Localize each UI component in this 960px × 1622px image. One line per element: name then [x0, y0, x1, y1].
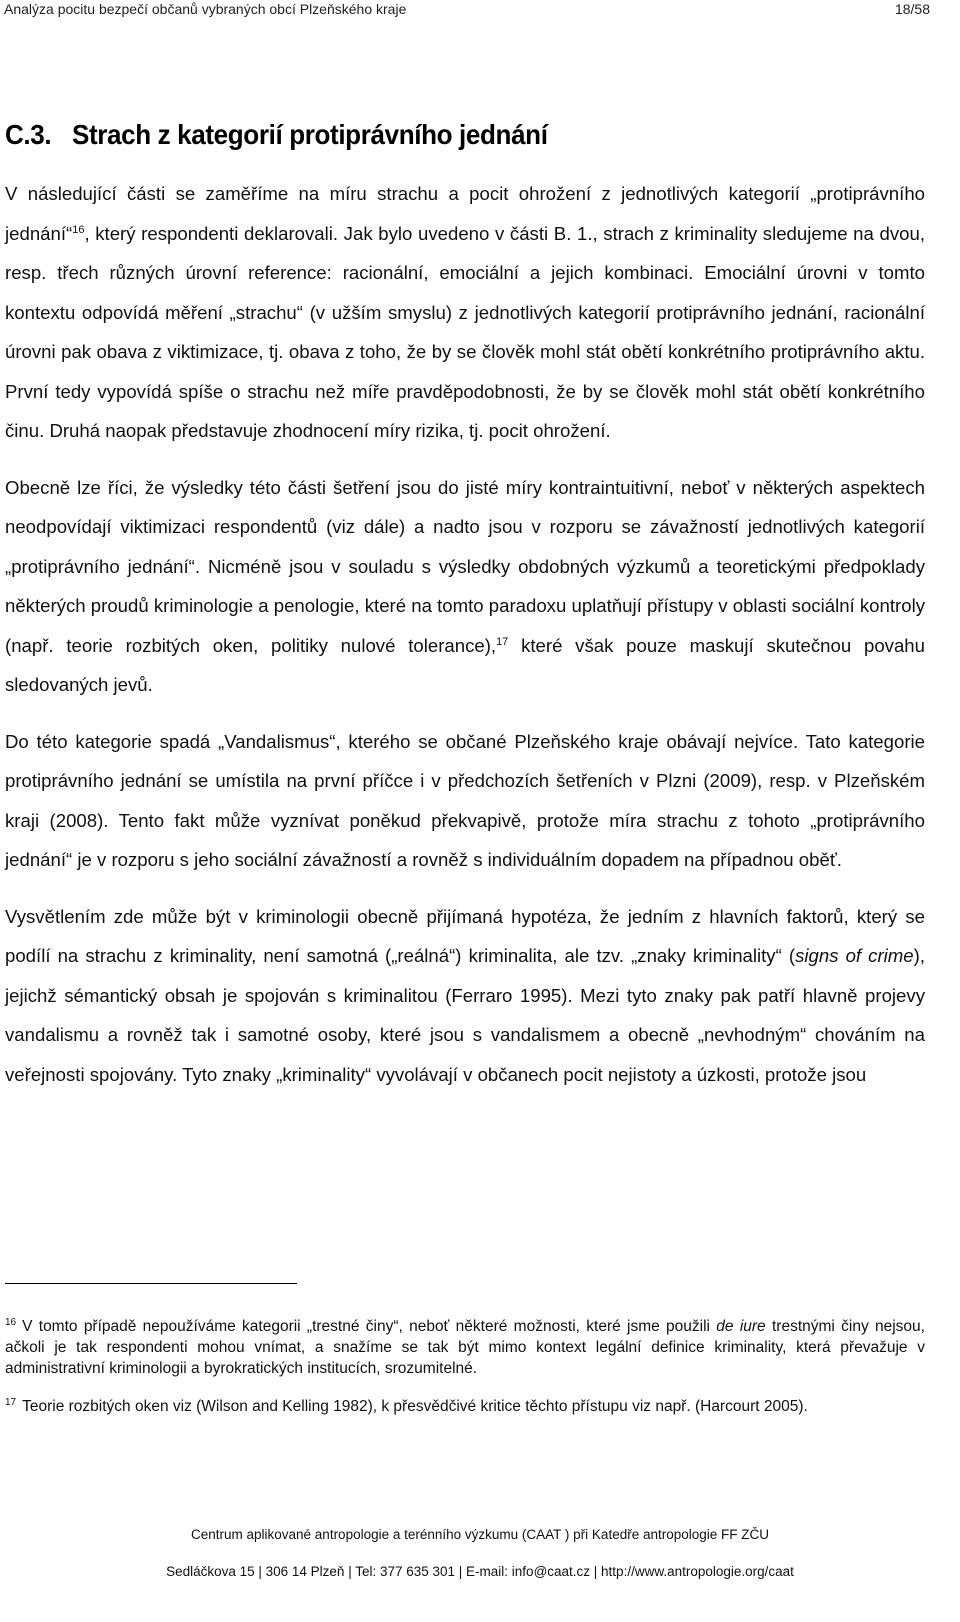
footnote-number: 17: [5, 1397, 17, 1408]
footer-contact: Sedláčkova 15 | 306 14 Plzeň | Tel: 377 635 301 | E-mail: info@caat.cz | http://www.antropologie.org/caat: [166, 1564, 794, 1579]
paragraph-text: Obecně lze říci, že výsledky této části šetření jsou do jisté míry kontraintuitivní, neboť v některých aspektech neodpovídají viktimizaci respondentů (viz dále) a nadto jsou v rozporu se závažností jednotlivých kategorií „protiprávního jednání“. Nicméně jsou v souladu s výsledky obdobných výzkumů a teoretickými předpoklady některých proudů kriminologie a penologie, které na tomto paradoxu uplatňují přístupy v oblasti sociální kontroly (např. teorie rozbitých oken, politiky nulové tolerance),: [5, 476, 925, 656]
body-text: [5, 174, 925, 1111]
section-title: Strach z kategorií protiprávního jednání: [71, 119, 548, 150]
paragraph-text: Vysvětlením zde může být v kriminologii obecně přijímaná hypotéza, že jedním z hlavních faktorů, který se podílí na strachu z kriminality, není samotná („reálná“) kriminalita, ale tzv. „znaky kriminality“ (: [5, 905, 925, 966]
footer-institution: Centrum aplikované antropologie a terénního výzkumu (CAAT ) při Katedře antropologie FF ZČU: [190, 1527, 770, 1542]
emphasis-text: signs of crime: [795, 945, 914, 966]
document-title: Analýza pocitu bezpečí občanů vybraných obcí Plzeňského kraje: [4, 1, 407, 17]
paragraph: [5, 468, 925, 705]
footnote: [5, 1396, 925, 1417]
section-heading: [5, 118, 548, 152]
footnote-number: 16: [5, 1317, 17, 1328]
paragraph: [5, 174, 925, 451]
paragraph: [5, 897, 925, 1095]
footnote-text: trestnými činy nejsou, ačkoli je tak respondenti mohou vnímat, a snažíme se tak být mimo kontext legální definice kriminality, která převažuje v administrativní kriminologii a byrokratických institucích, srozumitelné.: [5, 1318, 925, 1377]
running-header: [4, 0, 930, 22]
page-number: 18/58: [894, 1, 930, 17]
paragraph: Do této kategorie spadá „Vandalismus“, kterého se občané Plzeňského kraje obávají nejvíce. Tato kategorie protiprávního jednání se umístila na první příčce i v předchozích šetřeních v Plzni (2009), resp. v Plzeňském kraji (2008). Tento fakt může vyznívat poněkud překvapivě, protože míra strachu z tohoto „protiprávního jednání“ je v rozporu s jeho sociální závažností a rovněž s individuálním dopadem na případnou oběť.: [5, 730, 925, 870]
footnote-ref: 16: [72, 223, 85, 236]
paragraph-text: V následující části se zaměříme na míru strachu a pocit ohrožení z jednotlivých kategorií „protiprávního jednání“: [5, 183, 925, 244]
footnotes: [5, 1316, 925, 1434]
footnote-divider: [5, 1283, 297, 1284]
footnote: [5, 1316, 925, 1379]
section-number: C.3.: [5, 119, 52, 150]
footnote-text: V tomto případě nepoužíváme kategorii „trestné činy“, neboť některé možnosti, které jsme použili: [22, 1318, 717, 1335]
page-footer: [0, 1525, 960, 1582]
paragraph-text: které však pouze maskují skutečnou povahu sledovaných jevů.: [5, 634, 925, 695]
emphasis-text: de iure: [716, 1318, 766, 1335]
paragraph-text: ), jejichž sémantický obsah je spojován s kriminalitou (Ferraro 1995). Mezi tyto znaky pak patří hlavně projevy vandalismu a rovněž tak i samotné osoby, které jsou s vandalismem a obecně „nevhodným“ chováním na veřejnosti spojovány. Tyto znaky „kriminality“ vyvolávají v občanech pocit nejistoty a úzkosti, protože jsou: [5, 945, 925, 1085]
footnote-ref: 17: [496, 635, 509, 648]
paragraph-text: , který respondenti deklarovali. Jak bylo uvedeno v části B. 1., strach z kriminality sledujeme na dvou, resp. třech různých úrovní reference: racionální, emociální a jejich kombinaci. Emociální úrovni v tomto kontextu odpovídá měření „strachu“ (v užším smyslu) z jednotlivých kategorií protiprávního jednání, racionální úrovni pak obava z viktimizace, tj. obava z toho, že by se člověk mohl stát obětí konkrétního protiprávního aktu. První tedy vypovídá spíše o strachu než míře pravděpodobnosti, že by se člověk mohl stát obětí konkrétního činu. Druhá naopak představuje zhodnocení míry rizika, tj. pocit ohrožení.: [5, 222, 925, 441]
footnote-text: Teorie rozbitých oken viz (Wilson and Kelling 1982), k přesvědčivé kritice těchto přístupu viz např. (Harcourt 2005).: [22, 1398, 808, 1415]
